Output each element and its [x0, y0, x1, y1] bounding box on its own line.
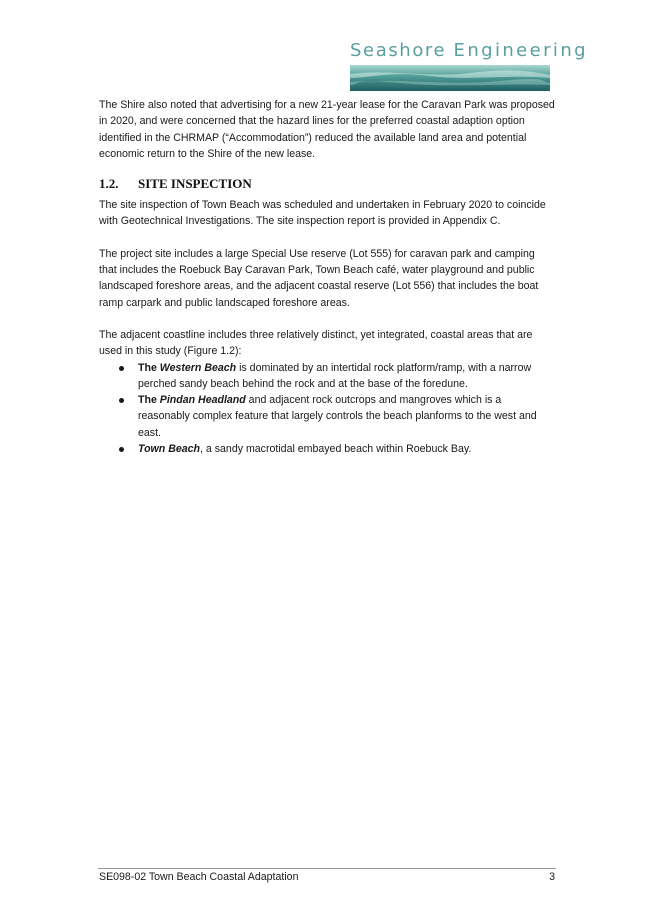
item-text: is dominated by an intertidal rock platform/ramp, with a narrow perched sandy beach behind the rock and at the base of the foredune.: [138, 361, 532, 390]
item-name: Town Beach: [138, 443, 201, 456]
list-item: [99, 360, 555, 393]
bullet-icon: [119, 366, 124, 371]
logo-wordmark: [350, 40, 588, 62]
wave-graphic-icon: [350, 65, 550, 91]
list-item: [99, 441, 555, 457]
logo-word-seashore: Seashore: [350, 40, 447, 61]
paragraph-project-site: The project site includes a large Special Use reserve (Lot 555) for caravan park and camping that includes the Roebuck Bay Caravan Park, Town Beach café, water playground and public landscaped foreshore areas, and the adjacent coastal reserve (Lot 556) that includes the boat ramp carpark and public landscaped foreshore areas.: [99, 247, 539, 309]
logo-word-engineering: Engineering: [453, 40, 588, 61]
section-number: 1.2.: [99, 176, 119, 192]
bullet-icon: [119, 447, 124, 452]
paragraph-lease: The Shire also noted that advertising for a new 21-year lease for the Caravan Park was proposed in 2020, and were concerned that the hazard lines for the preferred coastal adaption option identified in the CHRMAP (“Accommodation”) reduced the available land area and potential economic return to the Shire of the new lease.: [99, 99, 555, 160]
item-prefix: The: [138, 394, 160, 407]
item-name: Western Beach: [159, 361, 237, 374]
footer-divider: [98, 868, 556, 869]
bullet-icon: [119, 398, 124, 403]
section-heading: [99, 175, 555, 193]
footer-page-number: 3: [549, 871, 555, 883]
item-prefix: The: [138, 361, 160, 374]
footer-document-title: SE098-02 Town Beach Coastal Adaptation: [99, 871, 299, 883]
paragraph-coastline: The adjacent coastline includes three relatively distinct, yet integrated, coastal areas that are used in this study (Figure 1.2):: [99, 328, 533, 358]
list-item: [99, 392, 555, 441]
paragraph-site-inspection: The site inspection of Town Beach was scheduled and undertaken in February 2020 to coincide with Geotechnical Investigations. The site inspection report is provided in Appendix C.: [99, 199, 546, 228]
item-text: and adjacent rock outcrops and mangroves which is a reasonably complex feature that largely controls the beach planforms to the west and east.: [138, 394, 537, 439]
coastal-areas-list: [99, 360, 555, 458]
company-logo: [350, 40, 588, 92]
page-content: [99, 97, 555, 457]
item-name: Pindan Headland: [159, 394, 246, 407]
section-title: SITE INSPECTION: [138, 176, 252, 192]
item-text: , a sandy macrotidal embayed beach within Roebuck Bay.: [200, 443, 472, 456]
